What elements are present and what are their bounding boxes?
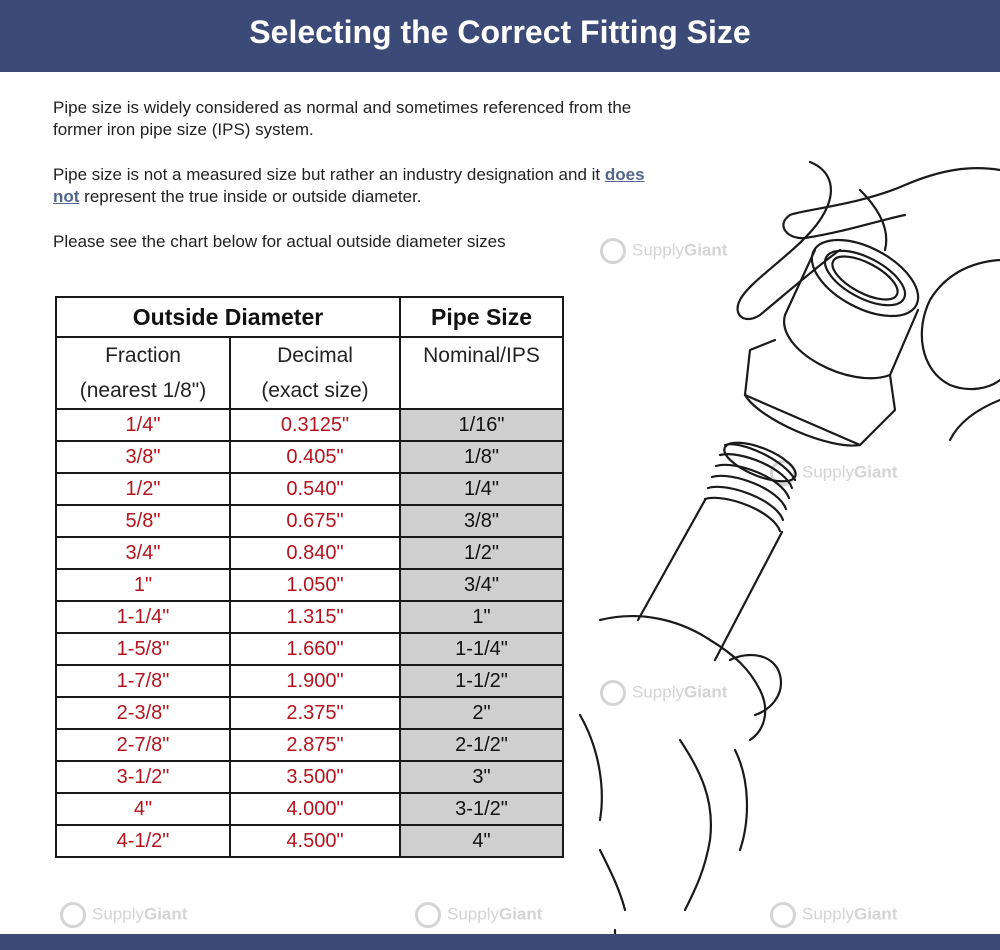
decimal-cell: 1.660" (230, 633, 400, 665)
ips-column-header (400, 337, 563, 409)
ips-cell: 2-1/2" (400, 729, 563, 761)
decimal-cell: 0.675" (230, 505, 400, 537)
ips-cell: 1" (400, 601, 563, 633)
watermark-suffix: Giant (683, 682, 728, 702)
fraction-cell: 3-1/2" (56, 761, 230, 793)
watermark (415, 902, 542, 928)
fraction-cell: 1/2" (56, 473, 230, 505)
decimal-cell: 0.405" (230, 441, 400, 473)
watermark-prefix: Supply (632, 682, 684, 702)
intro-paragraph-2-end: represent the true inside or outside diameter. (79, 187, 422, 206)
watermark-prefix: Supply (92, 904, 144, 924)
decimal-cell: 0.540" (230, 473, 400, 505)
table-row (56, 441, 563, 473)
pipe-size-header: Pipe Size (400, 297, 563, 337)
decimal-header-line-1: Decimal (277, 344, 353, 367)
table-row (56, 409, 563, 441)
fraction-cell: 2-3/8" (56, 697, 230, 729)
ips-cell: 1/2" (400, 537, 563, 569)
decimal-cell: 3.500" (230, 761, 400, 793)
fraction-cell: 3/4" (56, 537, 230, 569)
table-row (56, 633, 563, 665)
table-row (56, 505, 563, 537)
watermark-prefix: Supply (447, 904, 499, 924)
fraction-header-line-2: (nearest 1/8") (79, 379, 207, 402)
decimal-cell: 4.000" (230, 793, 400, 825)
intro-paragraph-1: Pipe size is widely considered as normal and sometimes referenced from the former iron pipe size (IPS) system. (53, 98, 632, 139)
emphasis-does-not: does not (53, 165, 645, 206)
watermark-suffix: Giant (143, 904, 188, 924)
ips-cell: 1/4" (400, 473, 563, 505)
fraction-column-header (56, 337, 230, 409)
decimal-cell: 1.315" (230, 601, 400, 633)
watermark-prefix: Supply (802, 462, 854, 482)
decimal-cell: 2.875" (230, 729, 400, 761)
table-row (56, 825, 563, 857)
title-banner (0, 0, 1000, 72)
decimal-header-line-2: (exact size) (261, 379, 369, 402)
decimal-cell: 1.900" (230, 665, 400, 697)
watermark-logo-icon (60, 902, 86, 928)
table-row (56, 729, 563, 761)
table-row (56, 473, 563, 505)
watermark-prefix: Supply (632, 240, 684, 260)
pipe-size-table (55, 296, 564, 858)
fraction-cell: 2-7/8" (56, 729, 230, 761)
decimal-cell: 4.500" (230, 825, 400, 857)
fraction-cell: 4-1/2" (56, 825, 230, 857)
watermark-suffix: Giant (683, 240, 728, 260)
decimal-cell: 0.840" (230, 537, 400, 569)
table-row (56, 601, 563, 633)
table-row (56, 761, 563, 793)
pipe-fitting-illustration (560, 150, 1000, 934)
ips-cell: 4" (400, 825, 563, 857)
table-row (56, 793, 563, 825)
ips-cell: 1/16" (400, 409, 563, 441)
ips-cell: 1-1/4" (400, 633, 563, 665)
decimal-column-header (230, 337, 400, 409)
decimal-cell: 0.3125" (230, 409, 400, 441)
table-row (56, 697, 563, 729)
watermark-suffix: Giant (853, 462, 898, 482)
ips-cell: 1/8" (400, 441, 563, 473)
table-subheader-row (56, 337, 563, 409)
table-row (56, 665, 563, 697)
fraction-cell: 1-5/8" (56, 633, 230, 665)
fraction-header-line-1: Fraction (105, 344, 181, 367)
ips-cell: 1-1/2" (400, 665, 563, 697)
outside-diameter-header: Outside Diameter (56, 297, 400, 337)
table-group-header-row (56, 297, 563, 337)
intro-paragraph-3: Please see the chart below for actual outside diameter sizes (53, 232, 506, 251)
watermark-logo-icon (415, 902, 441, 928)
fraction-cell: 1/4" (56, 409, 230, 441)
watermark-prefix: Supply (802, 904, 854, 924)
intro-paragraph-2-start: Pipe size is not a measured size but rather an industry designation and it (53, 165, 605, 184)
footer-bar (0, 934, 1000, 950)
fraction-cell: 1-7/8" (56, 665, 230, 697)
watermark (60, 902, 187, 928)
fraction-cell: 1-1/4" (56, 601, 230, 633)
fraction-cell: 3/8" (56, 441, 230, 473)
decimal-cell: 2.375" (230, 697, 400, 729)
watermark-suffix: Giant (498, 904, 543, 924)
table-row (56, 537, 563, 569)
watermark-suffix: Giant (853, 904, 898, 924)
fraction-cell: 5/8" (56, 505, 230, 537)
ips-cell: 3-1/2" (400, 793, 563, 825)
fraction-cell: 4" (56, 793, 230, 825)
table-row (56, 569, 563, 601)
decimal-cell: 1.050" (230, 569, 400, 601)
fraction-cell: 1" (56, 569, 230, 601)
page-title: Selecting the Correct Fitting Size (249, 14, 751, 50)
ips-cell: 3/8" (400, 505, 563, 537)
ips-header-line-1: Nominal/IPS (423, 344, 540, 367)
ips-cell: 3/4" (400, 569, 563, 601)
ips-cell: 3" (400, 761, 563, 793)
ips-cell: 2" (400, 697, 563, 729)
